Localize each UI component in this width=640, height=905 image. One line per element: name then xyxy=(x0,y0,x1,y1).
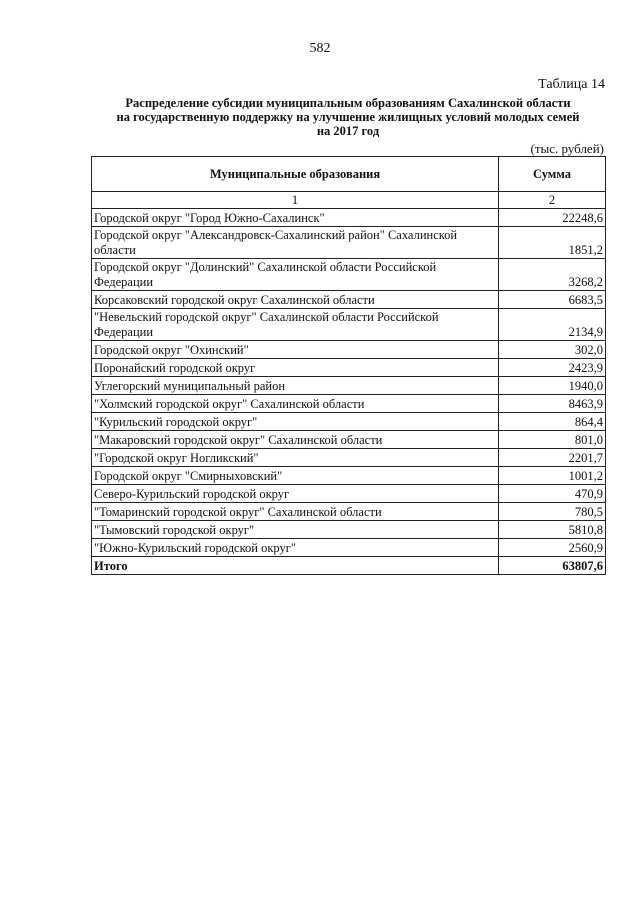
total-amount: 63807,6 xyxy=(499,557,606,575)
table-row xyxy=(92,539,606,557)
subsidy-amount: 1001,2 xyxy=(499,467,606,485)
title-line-3: на 2017 год xyxy=(316,124,380,138)
subsidy-amount: 2423,9 xyxy=(499,359,606,377)
column-number-2: 2 xyxy=(499,192,606,209)
table-header-row xyxy=(92,157,606,192)
municipality-name: Поронайский городской округ xyxy=(92,359,499,377)
table-row xyxy=(92,431,606,449)
table-row xyxy=(92,341,606,359)
municipality-name: Городской округ "Смирныховский" xyxy=(92,467,499,485)
municipality-name: Углегорский муниципальный район xyxy=(92,377,499,395)
table-row xyxy=(92,395,606,413)
table-row xyxy=(92,227,606,259)
subsidy-amount: 2201,7 xyxy=(499,449,606,467)
total-label: Итого xyxy=(92,557,499,575)
subsidy-amount: 5810,8 xyxy=(499,521,606,539)
subsidy-amount: 470,9 xyxy=(499,485,606,503)
subsidy-amount: 801,0 xyxy=(499,431,606,449)
table-label: Таблица 14 xyxy=(538,77,605,92)
column-header-sum: Сумма xyxy=(499,157,606,192)
table-row xyxy=(92,485,606,503)
subsidy-amount: 302,0 xyxy=(499,341,606,359)
municipality-name: "Макаровский городской округ" Сахалинской области xyxy=(92,431,499,449)
subsidy-amount: 2134,9 xyxy=(499,309,606,341)
municipality-name: "Городской округ Ногликский" xyxy=(92,449,499,467)
title-line-2: на государственную поддержку на улучшение жилищных условий молодых семей xyxy=(116,110,580,124)
municipality-name: Городской округ "Охинский" xyxy=(92,341,499,359)
table-row xyxy=(92,359,606,377)
table-row xyxy=(92,209,606,227)
table-row xyxy=(92,521,606,539)
municipality-name: "Южно-Курильский городской округ" xyxy=(92,539,499,557)
table-row xyxy=(92,377,606,395)
total-row xyxy=(92,557,606,575)
subsidy-amount: 22248,6 xyxy=(499,209,606,227)
municipality-name: Северо-Курильский городской округ xyxy=(92,485,499,503)
municipality-name: Городской округ "Город Южно-Сахалинск" xyxy=(92,209,499,227)
units-label: (тыс. рублей) xyxy=(530,141,604,156)
column-number-1: 1 xyxy=(92,192,499,209)
subsidy-amount: 1940,0 xyxy=(499,377,606,395)
subsidy-amount: 864,4 xyxy=(499,413,606,431)
municipality-name: Городской округ "Александровск-Сахалинский район" Сахалинской области xyxy=(92,227,499,259)
column-number-row xyxy=(92,192,606,209)
table-row xyxy=(92,503,606,521)
municipality-name: Корсаковский городской округ Сахалинской области xyxy=(92,291,499,309)
municipality-name: Городской округ "Долинский" Сахалинской области Российской Федерации xyxy=(92,259,499,291)
table-row xyxy=(92,467,606,485)
table-row xyxy=(92,413,606,431)
municipality-name: "Тымовский городской округ" xyxy=(92,521,499,539)
municipality-name: "Невельский городской округ" Сахалинской области Российской Федерации xyxy=(92,309,499,341)
subsidy-amount: 2560,9 xyxy=(499,539,606,557)
page-number: 582 xyxy=(309,41,331,56)
table-row xyxy=(92,259,606,291)
municipality-name: "Холмский городской округ" Сахалинской области xyxy=(92,395,499,413)
subsidy-table xyxy=(91,156,606,575)
document-title xyxy=(95,96,601,138)
subsidy-amount: 780,5 xyxy=(499,503,606,521)
subsidy-amount: 8463,9 xyxy=(499,395,606,413)
subsidy-amount: 3268,2 xyxy=(499,259,606,291)
table-row xyxy=(92,291,606,309)
municipality-name: "Томаринский городской округ" Сахалинской области xyxy=(92,503,499,521)
title-line-1: Распределение субсидии муниципальным образованиям Сахалинской области xyxy=(125,96,571,110)
subsidy-amount: 1851,2 xyxy=(499,227,606,259)
table-row xyxy=(92,449,606,467)
table-row xyxy=(92,309,606,341)
municipality-name: "Курильский городской округ" xyxy=(92,413,499,431)
subsidy-amount: 6683,5 xyxy=(499,291,606,309)
column-header-name: Муниципальные образования xyxy=(92,157,499,192)
